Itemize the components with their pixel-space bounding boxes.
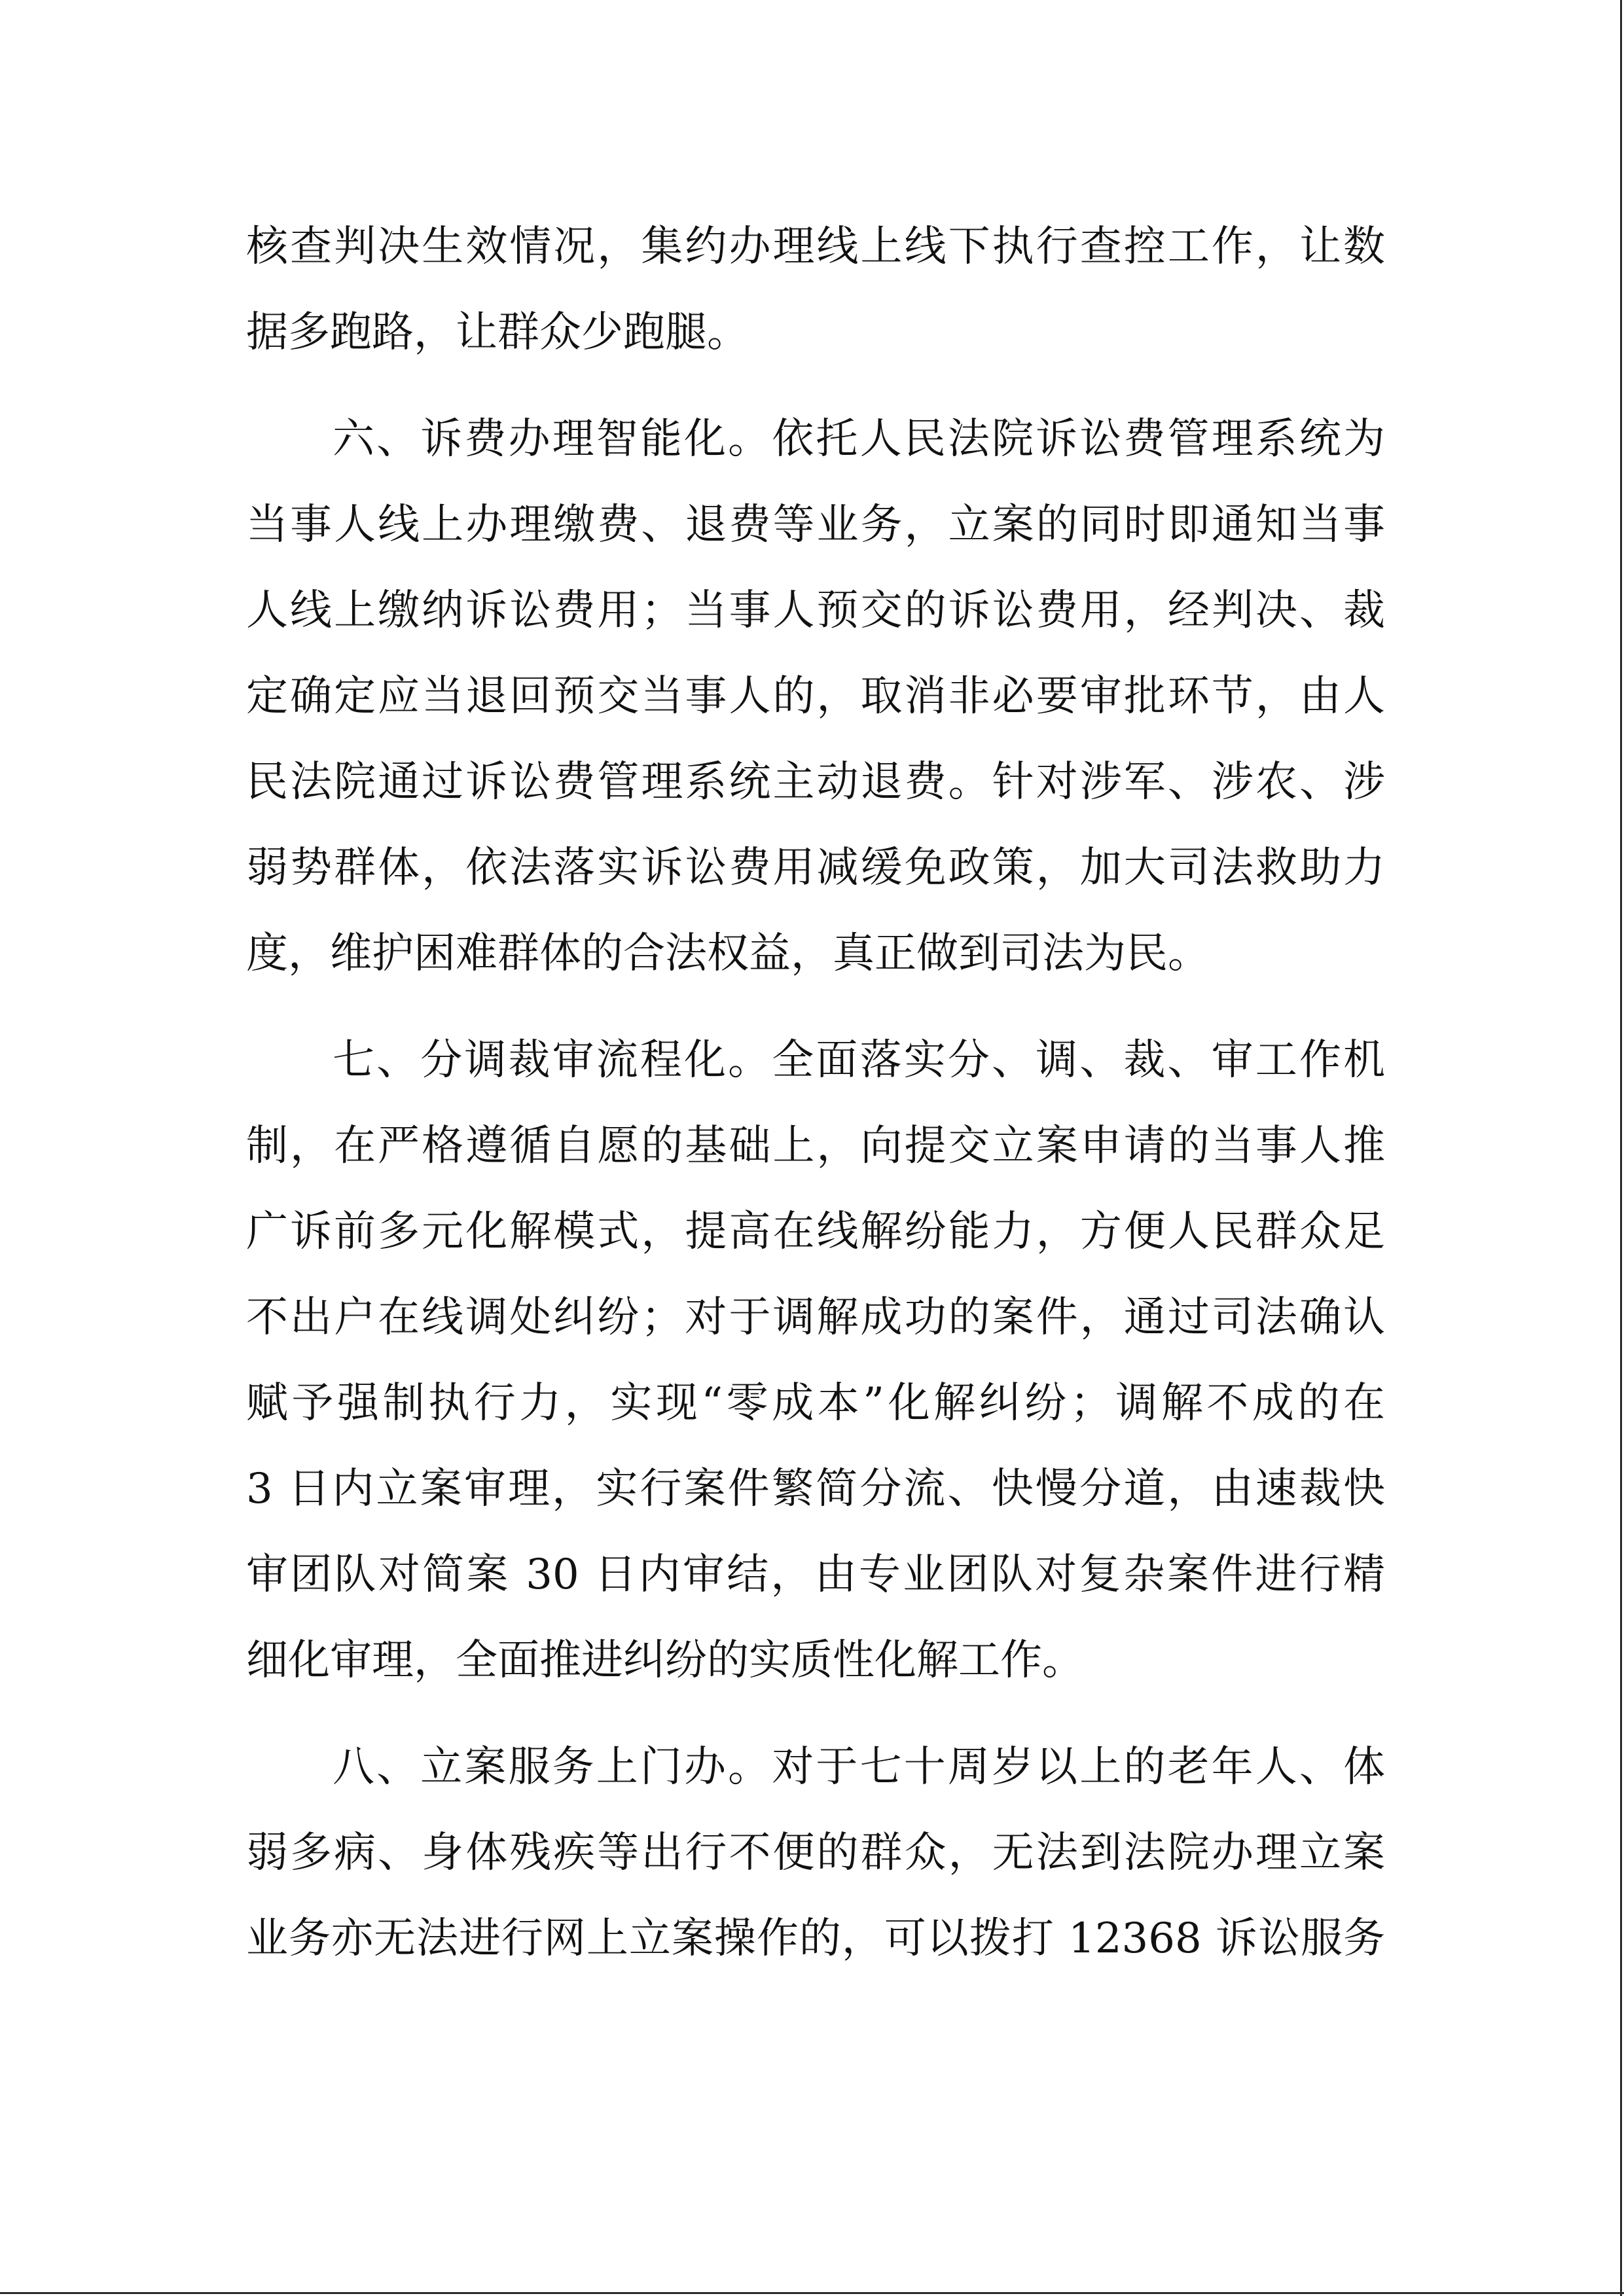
paragraph-gap xyxy=(246,1704,1385,1725)
text-line: 人线上缴纳诉讼费用；当事人预交的诉讼费用，经判决、裁 xyxy=(246,586,1385,635)
text-line: 业务亦无法进行网上立案操作的，可以拨打 12368 诉讼服务 xyxy=(246,1914,1385,1963)
paragraph-gap xyxy=(246,997,1385,1018)
page-edge-right xyxy=(1620,0,1622,2296)
text-line: 不出户在线调处纠纷；对于调解成功的案件，通过司法确认 xyxy=(246,1293,1385,1342)
text-line: 细化审理，全面推进纠纷的实质性化解工作。 xyxy=(246,1636,1084,1685)
text-line: 审团队对简案 30 日内审结，由专业团队对复杂案件进行精 xyxy=(246,1551,1385,1599)
text-line: 广诉前多元化解模式，提高在线解纷能力，方便人民群众足 xyxy=(246,1208,1385,1256)
text-line: 定确定应当退回预交当事人的，取消非必要审批环节，由人 xyxy=(246,672,1385,721)
paragraph-gap xyxy=(246,376,1385,397)
paragraph-home-service xyxy=(246,1725,1385,1982)
text-line: 六、诉费办理智能化。依托人民法院诉讼费管理系统为 xyxy=(333,415,1385,463)
text-line: 当事人线上办理缴费、退费等业务，立案的同时即通知当事 xyxy=(246,501,1385,549)
text-line: 据多跑路，让群众少跑腿。 xyxy=(246,308,749,357)
paragraph-continued xyxy=(246,204,1385,376)
text-line: 3 日内立案审理，实行案件繁简分流、快慢分道，由速裁快 xyxy=(246,1465,1385,1513)
paragraph-mediation-process xyxy=(246,1018,1385,1704)
text-line: 赋予强制执行力，实现“零成本”化解纠纷；调解不成的在 xyxy=(246,1379,1385,1427)
text-line: 八、立案服务上门办。对于七十周岁以上的老年人、体 xyxy=(333,1743,1385,1791)
paragraph-fee-handling xyxy=(246,397,1385,997)
page-edge-bottom xyxy=(0,2292,1624,2294)
text-line: 核查判决生效情况，集约办理线上线下执行查控工作，让数 xyxy=(246,223,1385,271)
text-line: 弱势群体，依法落实诉讼费用减缓免政策，加大司法救助力 xyxy=(246,844,1385,892)
text-line: 弱多病、身体残疾等出行不便的群众，无法到法院办理立案 xyxy=(246,1829,1385,1877)
document-body xyxy=(246,204,1385,1982)
text-line: 民法院通过诉讼费管理系统主动退费。针对涉军、涉农、涉 xyxy=(246,758,1385,806)
text-line: 度，维护困难群体的合法权益，真正做到司法为民。 xyxy=(246,929,1210,978)
text-line: 七、分调裁审流程化。全面落实分、调、裁、审工作机 xyxy=(333,1036,1385,1085)
text-line: 制，在严格遵循自愿的基础上，向提交立案申请的当事人推 xyxy=(246,1122,1385,1170)
